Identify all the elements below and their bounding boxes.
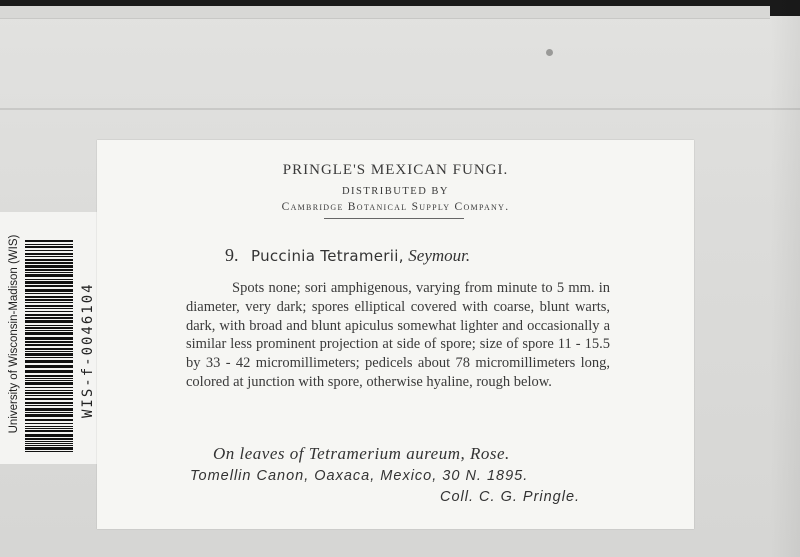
species-line bbox=[225, 245, 470, 266]
barcode-id: WIS-f-0046104 bbox=[80, 282, 96, 418]
barcode-bar bbox=[25, 348, 73, 350]
barcode-bar bbox=[25, 293, 73, 294]
barcode-bar bbox=[25, 281, 73, 284]
right-shadow bbox=[770, 0, 800, 557]
barcode-bar bbox=[25, 430, 73, 432]
barcode-bar bbox=[25, 378, 73, 379]
barcode-bar bbox=[25, 317, 73, 319]
label-title: PRINGLE'S MEXICAN FUNGI. bbox=[282, 162, 509, 178]
barcode-bar bbox=[25, 438, 73, 440]
barcode-bar bbox=[25, 443, 73, 444]
barcode-bar bbox=[25, 256, 73, 257]
barcode-bar bbox=[25, 402, 73, 404]
species-name: Puccinia Tetramerii, bbox=[251, 247, 404, 265]
barcode-bar bbox=[25, 412, 73, 413]
barcode-bar bbox=[25, 451, 73, 452]
barcode-bar bbox=[25, 296, 73, 298]
barcode-bar bbox=[25, 375, 73, 377]
sheet-top-edge bbox=[0, 6, 770, 19]
barcode-bar bbox=[25, 365, 73, 368]
barcode-bar bbox=[25, 279, 73, 280]
barcode-bar bbox=[25, 262, 73, 264]
barcode-bar bbox=[25, 337, 73, 340]
label-distributed-by: DISTRIBUTED BY bbox=[341, 186, 450, 197]
barcode-bar bbox=[25, 240, 73, 242]
barcode-bar bbox=[25, 395, 73, 396]
envelope-fold bbox=[0, 108, 800, 110]
barcode-bar bbox=[25, 299, 73, 301]
barcode-bar bbox=[25, 387, 73, 388]
barcode-bar bbox=[25, 370, 73, 373]
barcode-bar bbox=[25, 380, 73, 381]
species-author: Seymour. bbox=[408, 246, 471, 265]
barcode-bar bbox=[25, 419, 73, 421]
barcode-bar bbox=[25, 289, 73, 292]
barcode-bar bbox=[25, 311, 73, 312]
species-description bbox=[186, 279, 610, 392]
barcode-bar bbox=[25, 441, 73, 442]
host-line: On leaves of Tetramerium aureum, Rose. bbox=[213, 444, 510, 463]
description-text: Spots none; sori amphigenous, varying from minute to 5 mm. in diameter, very dark; spores elliptical covered with coarse, blunt warts, dark, with broad and blunt apiculus somewhat lighter and occasionally a similar less prominent projection at side of spore; size of spore 11 - 15.5 by 33 - 42 micromillimeters; pedicels about 78 micromillimeters long, colored at junction with spore, otherwise hyaline, rough below. bbox=[186, 280, 610, 390]
barcode-bar bbox=[25, 390, 73, 391]
pin-hole bbox=[546, 49, 553, 56]
specimen-label bbox=[97, 140, 694, 529]
barcode-bar bbox=[25, 392, 73, 394]
barcode-bar bbox=[25, 344, 73, 346]
barcode-bar bbox=[25, 341, 73, 343]
barcode-bar bbox=[25, 272, 73, 273]
barcode-bar bbox=[25, 408, 73, 411]
barcode-bar bbox=[25, 308, 73, 309]
barcode-bar bbox=[25, 250, 73, 251]
barcode-bar bbox=[25, 360, 73, 363]
barcode-bar bbox=[25, 305, 73, 307]
barcode-bar bbox=[25, 327, 73, 329]
barcode-bar bbox=[25, 265, 73, 268]
barcode-bar bbox=[25, 428, 73, 429]
barcode-bar bbox=[25, 447, 73, 450]
barcode-bar bbox=[25, 314, 73, 316]
barcode-bar bbox=[25, 244, 73, 245]
barcode-bar bbox=[25, 398, 73, 400]
collector-line: Coll. C. G. Pringle. bbox=[440, 489, 581, 505]
specimen-number: 9. bbox=[225, 245, 239, 265]
barcode-bar bbox=[25, 351, 73, 352]
barcode-bar bbox=[25, 285, 73, 287]
barcode-bar bbox=[25, 246, 73, 248]
barcode-bar bbox=[25, 423, 73, 424]
barcode-graphic bbox=[25, 240, 73, 452]
barcode-bar bbox=[25, 274, 73, 277]
barcode-bar bbox=[25, 445, 73, 446]
barcode-institution: University of Wisconsin-Madison (WIS) bbox=[8, 234, 20, 434]
locality-line: Tomellin Canon, Oaxaca, Mexico, 30 N. 1895. bbox=[190, 468, 529, 484]
barcode-bar bbox=[25, 330, 73, 331]
barcode-bar bbox=[25, 426, 73, 427]
label-rule bbox=[324, 218, 464, 219]
barcode-bar bbox=[25, 269, 73, 271]
label-company: Cambridge Botanical Supply Company. bbox=[281, 201, 510, 213]
barcode-bar bbox=[25, 382, 73, 385]
barcode-bar bbox=[25, 405, 73, 406]
barcode-bar bbox=[25, 357, 73, 358]
barcode-bar bbox=[25, 414, 73, 417]
barcode-bar bbox=[25, 325, 73, 326]
barcode-bar bbox=[25, 253, 73, 255]
barcode-bar bbox=[25, 302, 73, 303]
barcode-bar bbox=[25, 320, 73, 323]
barcode-bar bbox=[25, 434, 73, 437]
barcode-bar bbox=[25, 259, 73, 261]
barcode-bar bbox=[25, 332, 73, 335]
barcode-bar bbox=[25, 353, 73, 356]
